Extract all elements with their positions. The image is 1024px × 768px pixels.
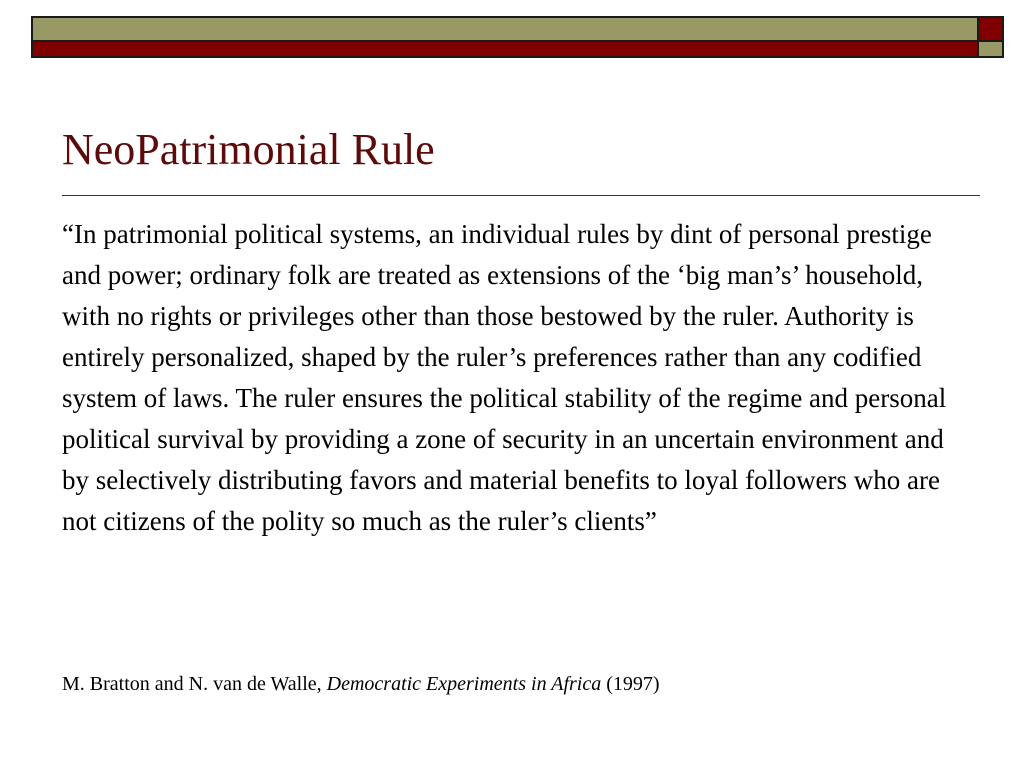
citation-year: (1997) xyxy=(601,673,660,695)
citation-authors: M. Bratton and N. van de Walle, xyxy=(62,673,327,695)
slide-title: NeoPatrimonial Rule xyxy=(62,125,435,174)
header-square-maroon xyxy=(977,16,1004,42)
header-band-maroon xyxy=(31,40,979,58)
citation-work-title: Democratic Experiments in Africa xyxy=(326,673,602,695)
header-square-olive xyxy=(977,40,1004,58)
title-divider xyxy=(62,195,980,196)
header-band-olive xyxy=(31,16,979,42)
citation xyxy=(62,671,962,697)
quote-text: “In patrimonial political systems, an individual rules by dint of personal prestige and power; ordinary folk are treated as extensions of the ‘big man’s’ household, with no rights or privileges other than those bestowed by the ruler. Authority is entirely personalized, shaped by the ruler’s preferences rather than any codified system of laws. The ruler ensures the political stability of the regime and personal political survival by providing a zone of security in an uncertain environment and by selectively distributing favors and material benefits to loyal followers who are not citizens of the polity so much as the ruler’s clients” xyxy=(62,219,947,536)
